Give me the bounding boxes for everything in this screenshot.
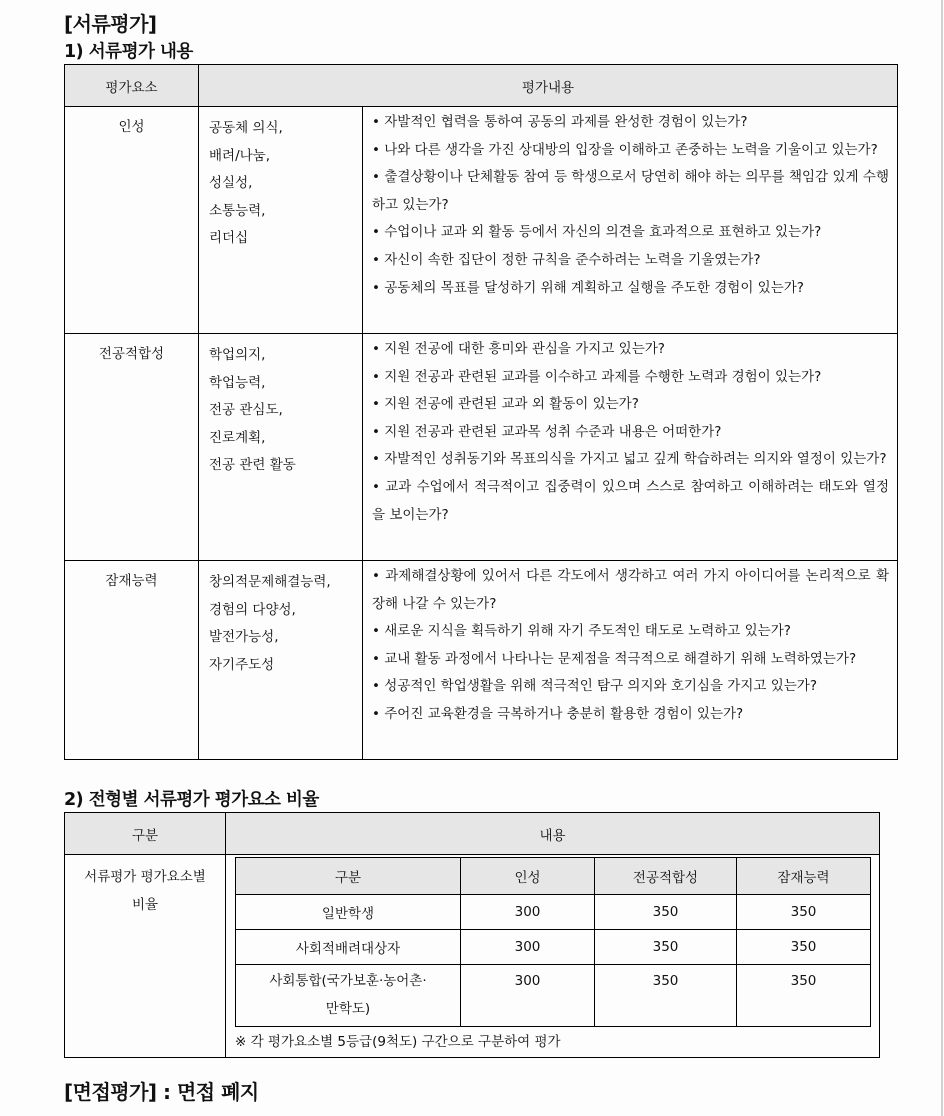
- applicant-type: 사회적배려대상자: [236, 930, 461, 965]
- applicant-type: [236, 965, 461, 1027]
- header-category: 구분: [65, 813, 226, 855]
- question-item: • 나와 다른 생각을 가진 상대방의 입장을 이해하고 존중하는 노력을 기울이고 있는가?: [372, 137, 889, 165]
- row-label-line: 서류평가 평가요소별: [84, 869, 206, 885]
- element-name: 인성: [65, 107, 199, 334]
- criteria-list: [199, 334, 363, 561]
- score-potential: 350: [737, 930, 871, 965]
- question-item: • 교내 활동 과정에서 나타나는 문제점을 적극적으로 해결하기 위해 노력하였는가?: [372, 646, 889, 674]
- table-header-row: [65, 65, 898, 107]
- criteria-item: 자기주도성: [209, 656, 275, 673]
- question-item: • 출결상황이나 단체활동 참여 등 학생으로서 당연히 해야 하는 의무를 책임감 있게 수행하고 있는가?: [372, 164, 889, 219]
- criteria-item: 학업의지,: [209, 347, 266, 363]
- header-element: 평가요소: [65, 65, 199, 107]
- ratio-inner-table: [235, 857, 871, 1027]
- question-item: • 지원 전공과 관련된 교과를 이수하고 과제를 수행한 노력과 경험이 있는가?: [372, 364, 889, 392]
- criteria-item: 배려/나눔,: [209, 147, 271, 164]
- document-title: [서류평가]: [64, 12, 157, 36]
- criteria-item: 학업능력,: [209, 374, 266, 391]
- ratio-content: [226, 855, 880, 1058]
- criteria-item: 소통능력,: [209, 202, 266, 219]
- applicant-type-line: 사회통합(국가보훈·농어촌·: [269, 973, 427, 989]
- evaluation-content-table: [64, 64, 898, 760]
- interview-title: [면접평가] : 면접 폐지: [64, 1080, 259, 1104]
- question-list: [363, 561, 898, 760]
- question-item: • 공동체의 목표를 달성하기 위해 계획하고 실행을 주도한 경험이 있는가?: [372, 275, 889, 303]
- element-name: 잠재능력: [65, 561, 199, 760]
- table-header-row: [65, 813, 880, 855]
- element-name: 전공적합성: [65, 334, 199, 561]
- row-label-line: 비율: [131, 897, 159, 913]
- criteria-item: 경험의 다양성,: [209, 601, 296, 618]
- header-content: 내용: [226, 813, 880, 855]
- criteria-item: 전공 관심도,: [209, 402, 283, 419]
- row-label: [65, 855, 226, 1058]
- criteria-item: 성실성,: [209, 175, 253, 192]
- applicant-type-line: 만학도): [325, 1001, 371, 1017]
- question-item: • 지원 전공에 관련된 교과 외 활동이 있는가?: [372, 391, 889, 419]
- criteria-item: 발전가능성,: [209, 629, 279, 646]
- question-item: • 주어진 교육환경을 극복하거나 충분히 활용한 경험이 있는가?: [372, 701, 889, 729]
- table-row: [65, 334, 898, 561]
- question-item: • 새로운 지식을 획득하기 위해 자기 주도적인 태도로 노력하고 있는가?: [372, 618, 889, 646]
- grading-note: ※ 각 평가요소별 5등급(9척도) 구간으로 구분하여 평가: [235, 1034, 561, 1050]
- score-major: 350: [595, 930, 737, 965]
- section1-title: 1) 서류평가 내용: [64, 42, 193, 62]
- question-item: • 자발적인 성취동기와 목표의식을 가지고 넓고 깊게 학습하려는 의지와 열정이 있는가?: [372, 446, 889, 474]
- table-row: [236, 895, 871, 930]
- criteria-item: 리더십: [209, 230, 249, 247]
- criteria-item: 창의적문제해결능력,: [209, 574, 331, 590]
- table-row: [65, 107, 898, 334]
- section2-title: 2) 전형별 서류평가 평가요소 비율: [64, 790, 319, 810]
- page-edge-divider: [941, 0, 943, 1116]
- score-potential: 350: [737, 965, 871, 1027]
- question-item: • 자발적인 협력을 통하여 공동의 과제를 완성한 경험이 있는가?: [372, 109, 889, 137]
- table-row: [236, 930, 871, 965]
- ratio-table: [64, 812, 880, 1058]
- inner-header-row: [236, 858, 871, 895]
- question-list: [363, 107, 898, 334]
- inner-header-insung: 인성: [461, 858, 595, 895]
- inner-header-potential: 잠재능력: [737, 858, 871, 895]
- question-item: • 교과 수업에서 적극적이고 집중력이 있으며 스스로 참여하고 이해하려는 태도와 열정을 보이는가?: [372, 474, 889, 529]
- question-item: • 성공적인 학업생활을 위해 적극적인 탐구 의지와 호기심을 가지고 있는가?: [372, 673, 889, 701]
- score-major: 350: [595, 965, 737, 1027]
- question-item: • 지원 전공과 관련된 교과목 성취 수준과 내용은 어떠한가?: [372, 419, 889, 447]
- score-major: 350: [595, 895, 737, 930]
- inner-header-major: 전공적합성: [595, 858, 737, 895]
- criteria-item: 진로계획,: [209, 429, 266, 446]
- score-insung: 300: [461, 965, 595, 1027]
- table-row: [236, 965, 871, 1027]
- criteria-item: 전공 관련 활동: [209, 457, 296, 474]
- score-potential: 350: [737, 895, 871, 930]
- inner-header-type: 구분: [236, 858, 461, 895]
- question-item: • 자신이 속한 집단이 정한 규칙을 준수하려는 노력을 기울였는가?: [372, 247, 889, 275]
- table-row: [65, 561, 898, 760]
- question-item: • 수업이나 교과 외 활동 등에서 자신의 의견을 효과적으로 표현하고 있는가?: [372, 219, 889, 247]
- applicant-type: 일반학생: [236, 895, 461, 930]
- criteria-item: 공동체 의식,: [209, 120, 283, 136]
- question-item: • 지원 전공에 대한 흥미와 관심을 가지고 있는가?: [372, 336, 889, 364]
- header-content: 평가내용: [199, 65, 898, 107]
- criteria-list: [199, 107, 363, 334]
- question-item: • 과제해결상황에 있어서 다른 각도에서 생각하고 여러 가지 아이디어를 논리적으로 확장해 나갈 수 있는가?: [372, 563, 889, 618]
- score-insung: 300: [461, 895, 595, 930]
- table-row: [65, 855, 880, 1058]
- question-list: [363, 334, 898, 561]
- score-insung: 300: [461, 930, 595, 965]
- criteria-list: [199, 561, 363, 760]
